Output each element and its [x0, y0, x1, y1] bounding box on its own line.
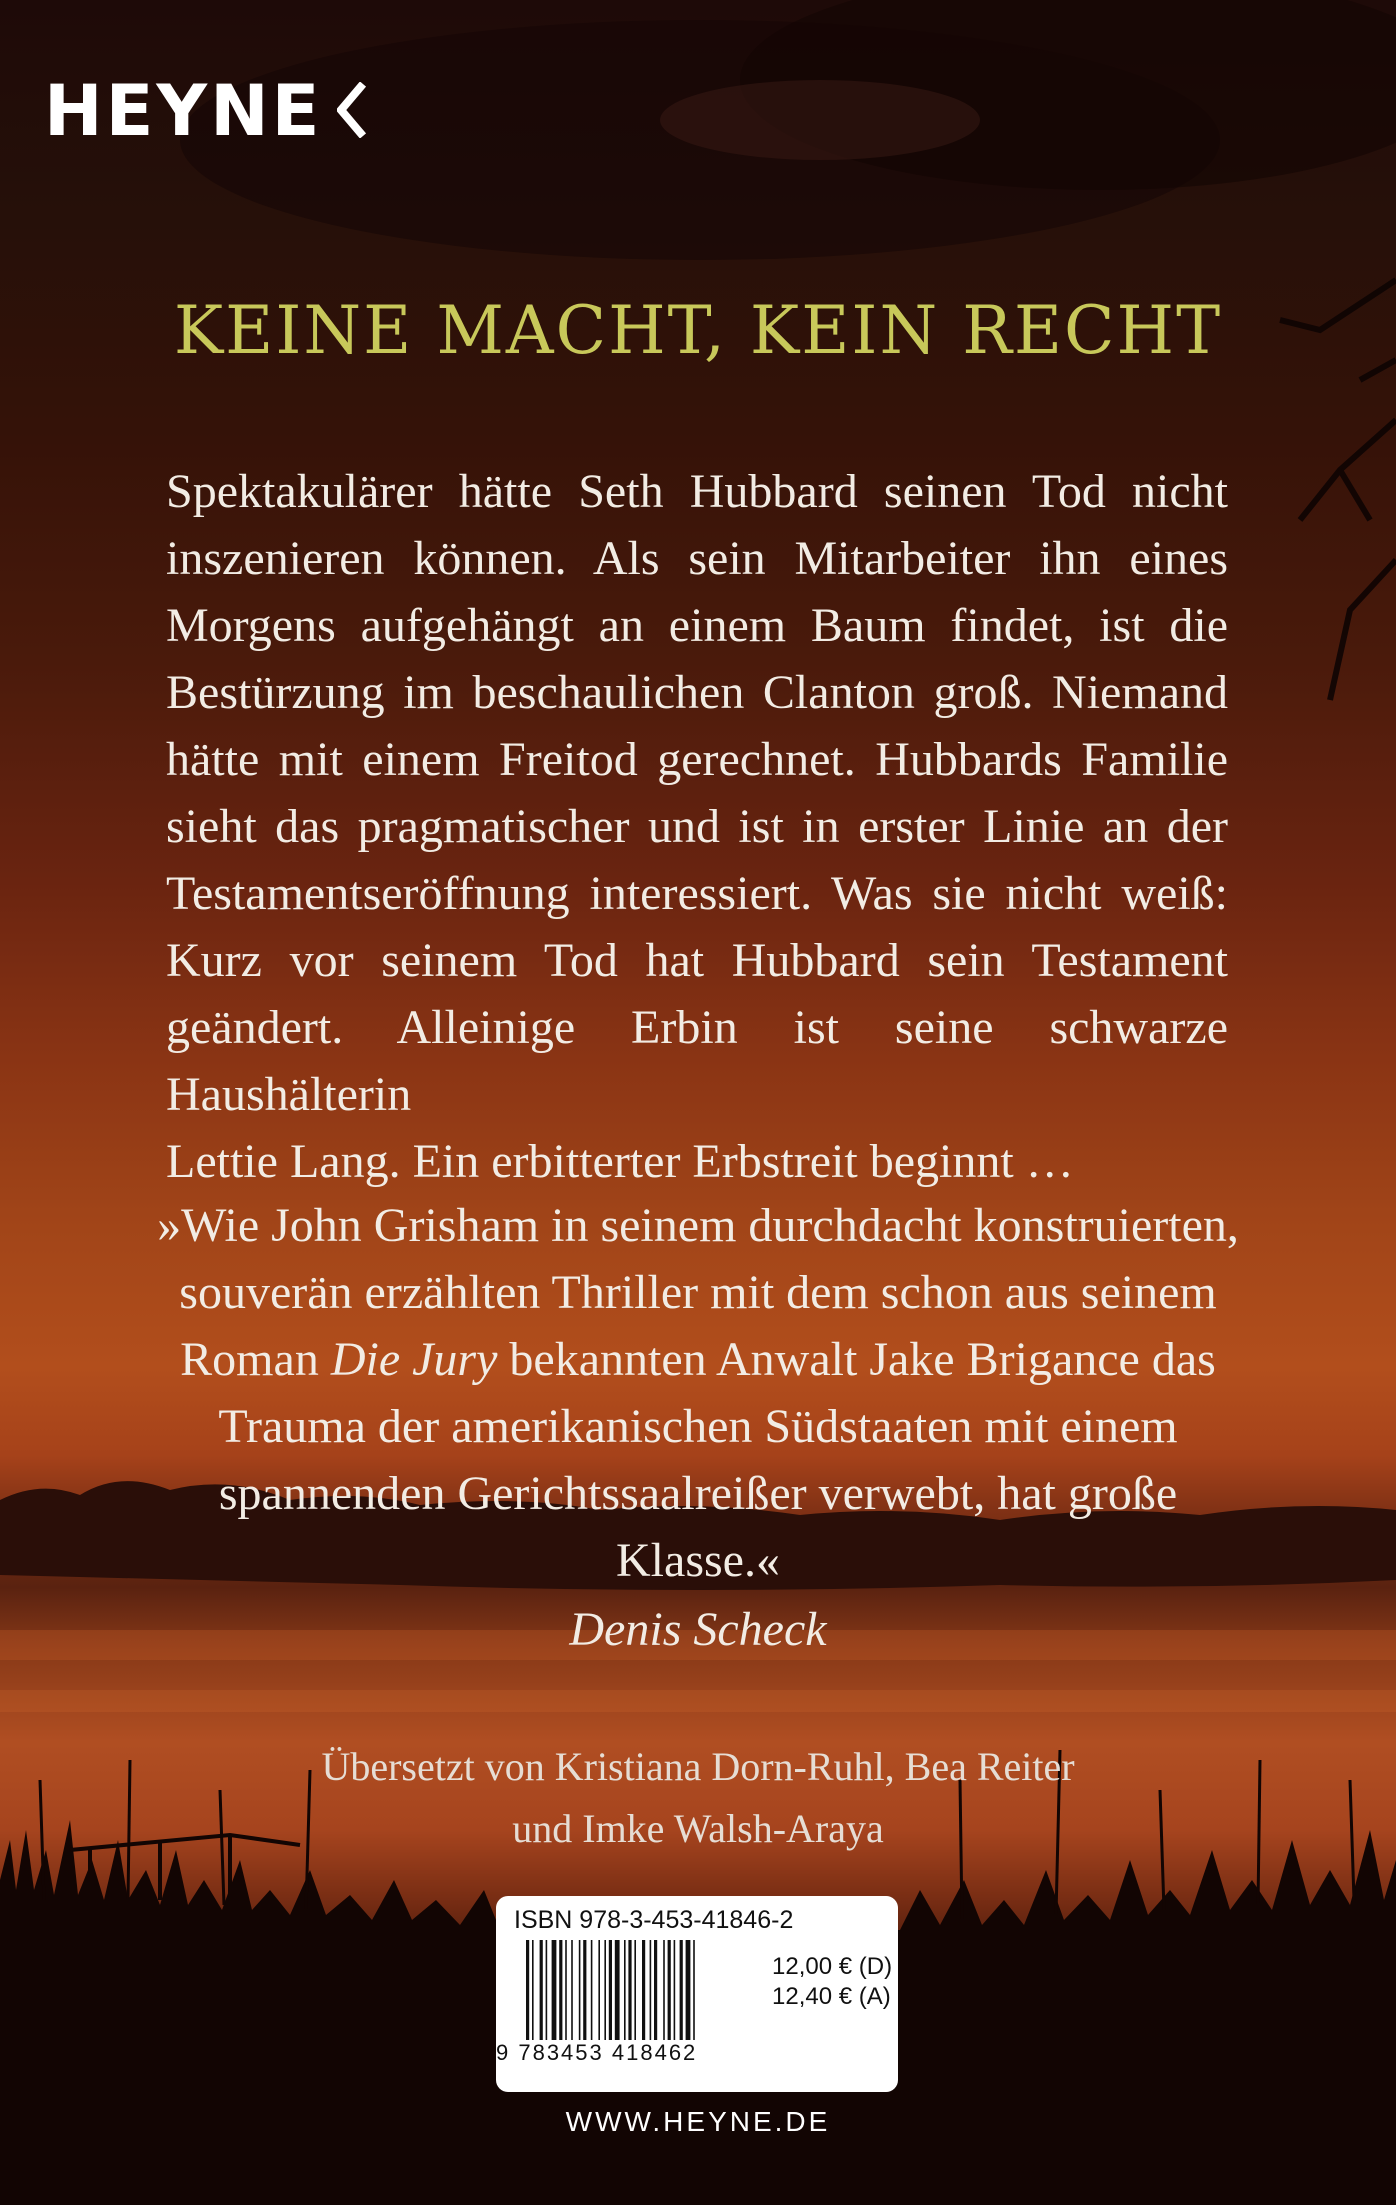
- translator-line-1: Übersetzt von Kristiana Dorn-Ruhl, Bea Reiter: [321, 1744, 1075, 1789]
- publisher-logo: [44, 70, 367, 152]
- translator-credits: [0, 1736, 1396, 1860]
- quote-author: Denis Scheck: [569, 1603, 827, 1656]
- price-germany: 12,00 € (D): [772, 1953, 893, 1980]
- quote-text-start: »Wie John Grisham in seinem durchdacht konstruierten, souverän erzählten Thriller mit dem schon aus seinem Roman: [157, 1199, 1239, 1386]
- price-block: [772, 1952, 892, 2012]
- blurb-text: [166, 458, 1228, 1195]
- translator-line-2: und Imke Walsh-Araya: [512, 1806, 884, 1851]
- barcode-digits: 9 783453 418462: [496, 2040, 698, 2065]
- price-austria: 12,40 € (A): [772, 1983, 891, 2010]
- quote-text-end: bekannten Anwalt Jake Brigance das Trauma der amerikanischen Südstaaten mit einem spannenden Gerichtssaalreißer verwebt, hat große Klasse.«: [218, 1333, 1216, 1587]
- publisher-logo-text: HEYNE: [44, 70, 323, 152]
- chevron-left-icon: [337, 82, 367, 138]
- headline: KEINE MACHT, KEIN RECHT: [173, 292, 1223, 369]
- barcode-bars: [526, 1940, 766, 2040]
- blurb-last-line: Lettie Lang. Ein erbitterter Erbstreit beginnt …: [166, 1135, 1074, 1188]
- isbn-label: ISBN 978-3-453-41846-2: [514, 1906, 794, 1934]
- publisher-url: WWW.HEYNE.DE: [565, 2106, 831, 2137]
- review-quote: [150, 1192, 1246, 1594]
- blurb-paragraph: Spektakulärer hätte Seth Hubbard seinen Tod nicht inszenieren können. Als sein Mitarbeiter ihn eines Morgens aufgehängt an einem Baum findet, ist die Bestürzung im beschaulichen Clanton groß. Niemand hätte mit einem Freitod gerechnet. Hubbards Familie sieht das pragmatischer und ist in erster Linie an der Testamentseröffnung interessiert. Was sie nicht weiß: Kurz vor seinem Tod hat Hubbard sein Testament geändert. Alleinige Erbin ist seine schwarze Haushälterin: [166, 465, 1228, 1121]
- barcode-box: [496, 1896, 898, 2092]
- quote-book-title: Die Jury: [330, 1333, 498, 1386]
